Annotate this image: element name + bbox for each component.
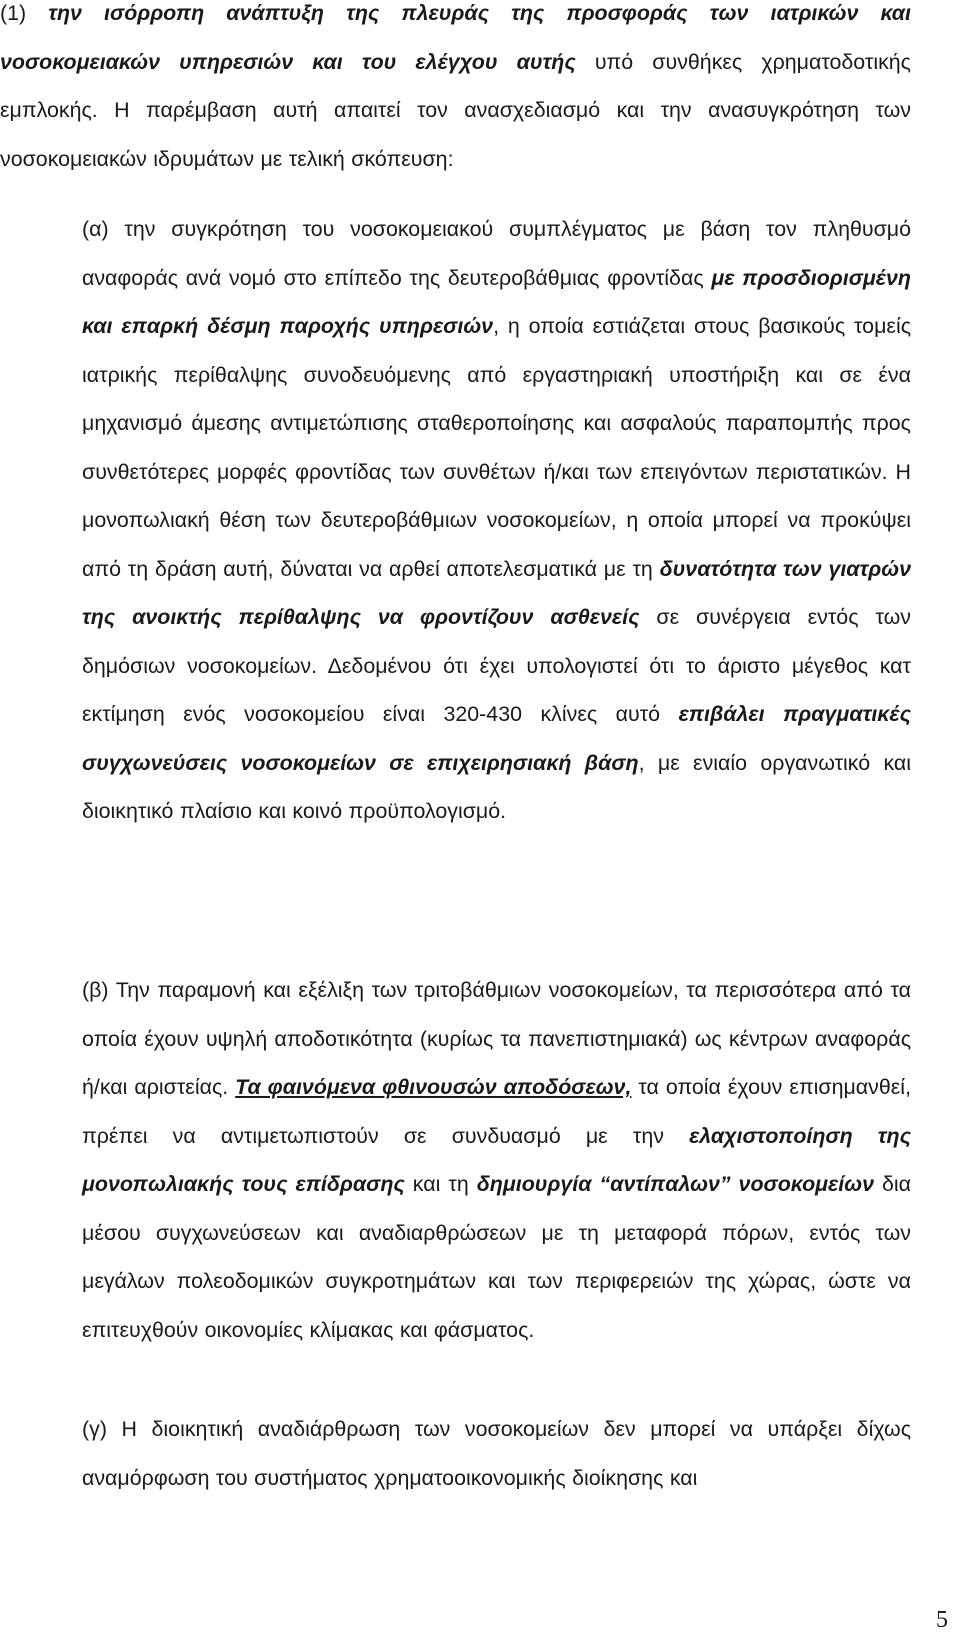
- emphasized-text-segment: δυνατότητα των γιατρών της ανοικτής περίθαλψης να φροντίζουν ασθενείς: [82, 556, 911, 629]
- emphasized-text-segment: με προσδιορισμένη και επαρκή δέσμη παροχής υπηρεσιών: [82, 265, 911, 338]
- text-segment: (α) την συγκρότηση του νοσοκομειακού συμπλέγματος με βάση τον πληθυσμό αναφοράς ανά νομό στο επίπεδο της δευτεροβάθμιας φροντίδας: [82, 217, 911, 290]
- text-segment: , η οποία εστιάζεται στους βασικούς τομείς ιατρικής περίθαλψης συνοδευόμενης από εργαστηριακή υποστήριξη και σε ένα μηχανισμό άμεσης αντιμετώπισης σταθεροποίησης και ασφαλούς παραπομπής προς συνθετότερες μορφές φροντίδας των συνθέτων ή/και των επειγόντων περιστατικών. Η μονοπωλιακή θέση των δευτεροβάθμιων νοσοκομείων, η οποία μπορεί να προκύψει από τη δράση αυτή, δύναται να αρθεί αποτελεσματικά με τη: [82, 314, 912, 581]
- emphasized-text-segment: την ισόρροπη ανάπτυξη της πλευράς της προσφοράς των ιατρικών και νοσοκομειακών υπηρεσιών και του ελέγχου αυτής: [0, 1, 911, 74]
- text-segment: σε συνέργεια εντός των δημόσιων νοσοκομείων. Δεδομένου ότι έχει υπολογιστεί ότι το άριστο μέγεθος κατ εκτίμηση ενός νοσοκομείου είναι 320-430 κλίνες αυτό: [82, 605, 911, 726]
- text-segment: δια μέσου συγχωνεύσεων και αναδιαρθρώσεων με τη μεταφορά πόρων, εντός των μεγάλων πολεοδομικών συγκροτημάτων και των περιφερειών της χώρας, ώστε να επιτευχθούν οικονομίες κλίμακας και φάσματος.: [82, 1172, 912, 1342]
- text-segment: (1): [0, 1, 49, 25]
- emphasized-text-segment: δημιουργία “αντίπαλων” νοσοκομείων: [476, 1172, 874, 1196]
- emphasized-text-segment: ελαχιστοποίηση της μονοπωλιακής τους επίδρασης: [82, 1123, 911, 1196]
- paragraph-3: [82, 966, 911, 1354]
- text-segment: και τη: [404, 1172, 477, 1196]
- paragraph-2: [82, 205, 911, 836]
- emphasized-text-segment: επιβάλει πραγματικές συγχωνεύσεις νοσοκομείων σε επιχειρησιακή βάση: [82, 702, 911, 775]
- page-number: 5: [936, 1607, 948, 1633]
- text-segment: υπό συνθήκες χρηματοδοτικής εμπλοκής. Η παρέμβαση αυτή απαιτεί τον ανασχεδιασμό και την ανασυγκρότηση των νοσοκομειακών ιδρυμάτων με τελική σκόπευση:: [0, 49, 911, 171]
- text-segment: (β) Την παραμονή και εξέλιξη των τριτοβάθμιων νοσοκομείων, τα περισσότερα από τα οποία έχουν υψηλή αποδοτικότητα (κυρίως τα πανεπιστημιακά) ως κέντρων αναφοράς ή/και αριστείας.: [82, 978, 911, 1099]
- underlined-emphasized-text-segment: Τα φαινόμενα φθινουσών αποδόσεων,: [235, 1075, 632, 1099]
- text-segment: (γ) Η διοικητική αναδιάρθρωση των νοσοκομείων δεν μπορεί να υπάρξει δίχως αναμόρφωση του συστήματος χρηματοοικονομικής διοίκησης και: [82, 1417, 911, 1490]
- text-segment: τα οποία έχουν επισημανθεί, πρέπει να αντιμετωπιστούν σε συνδυασμό με την: [82, 1075, 911, 1148]
- paragraph-1: [0, 0, 911, 183]
- paragraph-4: [82, 1405, 911, 1502]
- text-segment: , με ενιαίο οργανωτικό και διοικητικό πλαίσιο και κοινό προϋπολογισμό.: [82, 750, 911, 823]
